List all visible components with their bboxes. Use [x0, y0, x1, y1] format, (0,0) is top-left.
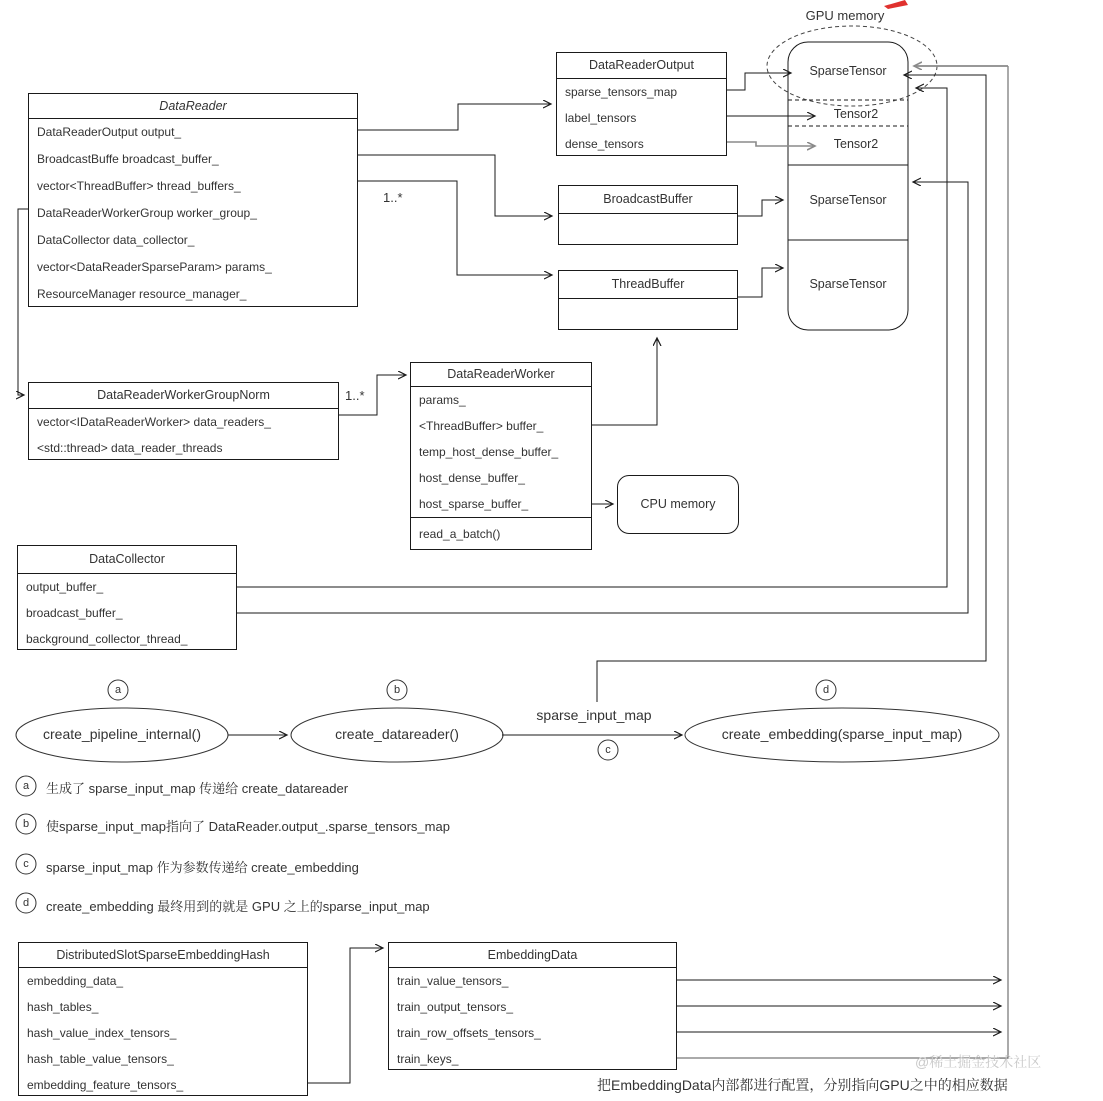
gpu-row-tensor2-1: Tensor2: [833, 107, 879, 121]
class-distslothash: [18, 942, 308, 1096]
multiplicity-label-2: 1..*: [345, 388, 365, 403]
note-text-b: 使sparse_input_map指向了 DataReader.output_.sparse_tensors_map: [46, 819, 450, 834]
field: host_dense_buffer_: [419, 471, 525, 485]
edge-sparsemap-to-sparsetensor: [727, 73, 791, 90]
class-distslothash-title: DistributedSlotSparseEmbeddingHash: [19, 943, 307, 968]
edge-broadcast-to-gpu: [738, 200, 783, 216]
marker-letter-a: a: [114, 684, 122, 696]
field: train_output_tensors_: [397, 1000, 514, 1014]
field: background_collector_thread_: [26, 632, 188, 646]
edge-hash-to-embeddingdata: [307, 948, 383, 1083]
field: train_row_offsets_tensors_: [397, 1026, 541, 1040]
class-datareaderoutput-title: DataReaderOutput: [557, 53, 726, 79]
field: <ThreadBuffer> buffer_: [419, 419, 544, 433]
class-datareaderworker: [410, 362, 592, 550]
note-text-d: create_embedding 最终用到的就是 GPU 之上的sparse_input_map: [46, 899, 430, 914]
edge-broadcastbuffer: [358, 155, 552, 216]
sparse-input-map-label: sparse_input_map: [536, 707, 652, 723]
class-datareaderoutput: [556, 52, 727, 156]
field: train_value_tensors_: [397, 974, 509, 988]
flow-create-embedding-label: create_embedding(sparse_input_map): [721, 726, 963, 742]
class-embeddingdata-title: EmbeddingData: [389, 943, 676, 968]
edge-workergroup: [18, 209, 28, 395]
field: embedding_data_: [27, 974, 124, 988]
class-threadbuffer: [558, 270, 738, 330]
marker-letter-d: d: [822, 684, 830, 696]
field: output_buffer_: [26, 580, 104, 594]
note-letter-c: c: [23, 858, 29, 870]
gpu-row-sparsetensor-2: SparseTensor: [809, 193, 887, 207]
bottom-note: 把EmbeddingData内部都进行配置，分别指向GPU之中的相应数据: [597, 1077, 1008, 1093]
field: DataReaderWorkerGroup worker_group_: [37, 206, 257, 220]
note-text-c: sparse_input_map 作为参数传递给 create_embedding: [46, 860, 359, 875]
field: DataReaderOutput output_: [37, 125, 182, 139]
field: broadcast_buffer_: [26, 606, 123, 620]
class-datacollector: [17, 545, 237, 650]
class-datareader-title: DataReader: [29, 94, 357, 119]
flow-create-pipeline-label: create_pipeline_internal(): [43, 726, 201, 742]
field: <std::thread> data_reader_threads: [37, 441, 223, 455]
edge-thread-to-gpu: [738, 268, 783, 297]
cpu-memory-box: CPU memory: [617, 475, 739, 534]
field: sparse_tensors_map: [565, 85, 678, 99]
class-threadbuffer-title: ThreadBuffer: [559, 271, 737, 299]
method: read_a_batch(): [419, 527, 501, 541]
field: ResourceManager resource_manager_: [37, 287, 247, 301]
marker-letter-b: b: [393, 684, 401, 696]
field: train_keys_: [397, 1052, 459, 1066]
field: vector<ThreadBuffer> thread_buffers_: [37, 179, 241, 193]
multiplicity-label-1: 1..*: [383, 190, 403, 205]
gpu-row-sparsetensor-3: SparseTensor: [809, 277, 887, 291]
field: vector<DataReaderSparseParam> params_: [37, 260, 272, 274]
field: DataCollector data_collector_: [37, 233, 195, 247]
field: embedding_feature_tensors_: [27, 1078, 184, 1092]
field: dense_tensors: [565, 137, 644, 151]
field: hash_table_value_tensors_: [27, 1052, 174, 1066]
marker-letter-c: c: [605, 744, 611, 756]
field: hash_tables_: [27, 1000, 99, 1014]
field: label_tensors: [565, 111, 637, 125]
edge-output-to-datareaderoutput: [358, 104, 551, 130]
note-letter-b: b: [22, 818, 30, 830]
field: temp_host_dense_buffer_: [419, 445, 559, 459]
class-broadcastbuffer: [558, 185, 738, 245]
field: BroadcastBuffe broadcast_buffer_: [37, 152, 219, 166]
class-datareaderworker-title: DataReaderWorker: [411, 363, 591, 387]
gpu-row-tensor2-2: Tensor2: [833, 137, 879, 151]
note-text-a: 生成了 sparse_input_map 传递给 create_datareader: [46, 781, 349, 796]
field: params_: [419, 393, 466, 407]
flow-create-datareader-label: create_datareader(): [335, 726, 459, 742]
note-letter-a: a: [22, 780, 30, 792]
class-datareader: [28, 93, 358, 307]
class-datacollector-title: DataCollector: [18, 546, 236, 574]
watermark: @稀土掘金技术社区: [915, 1054, 1042, 1070]
gpu-memory-label: GPU memory: [805, 8, 885, 23]
field: host_sparse_buffer_: [411, 491, 591, 518]
class-broadcastbuffer-title: BroadcastBuffer: [559, 186, 737, 214]
class-workergroupnorm: [28, 382, 339, 460]
class-embeddingdata: [388, 942, 677, 1070]
gpu-row-sparsetensor-1: SparseTensor: [809, 64, 887, 78]
edge-buffer-to-threadbuffer: [592, 338, 657, 425]
field: vector<IDataReaderWorker> data_readers_: [37, 415, 271, 429]
class-workergroupnorm-title: DataReaderWorkerGroupNorm: [29, 383, 338, 409]
field: hash_value_index_tensors_: [27, 1026, 177, 1040]
note-letter-d: d: [22, 897, 30, 909]
